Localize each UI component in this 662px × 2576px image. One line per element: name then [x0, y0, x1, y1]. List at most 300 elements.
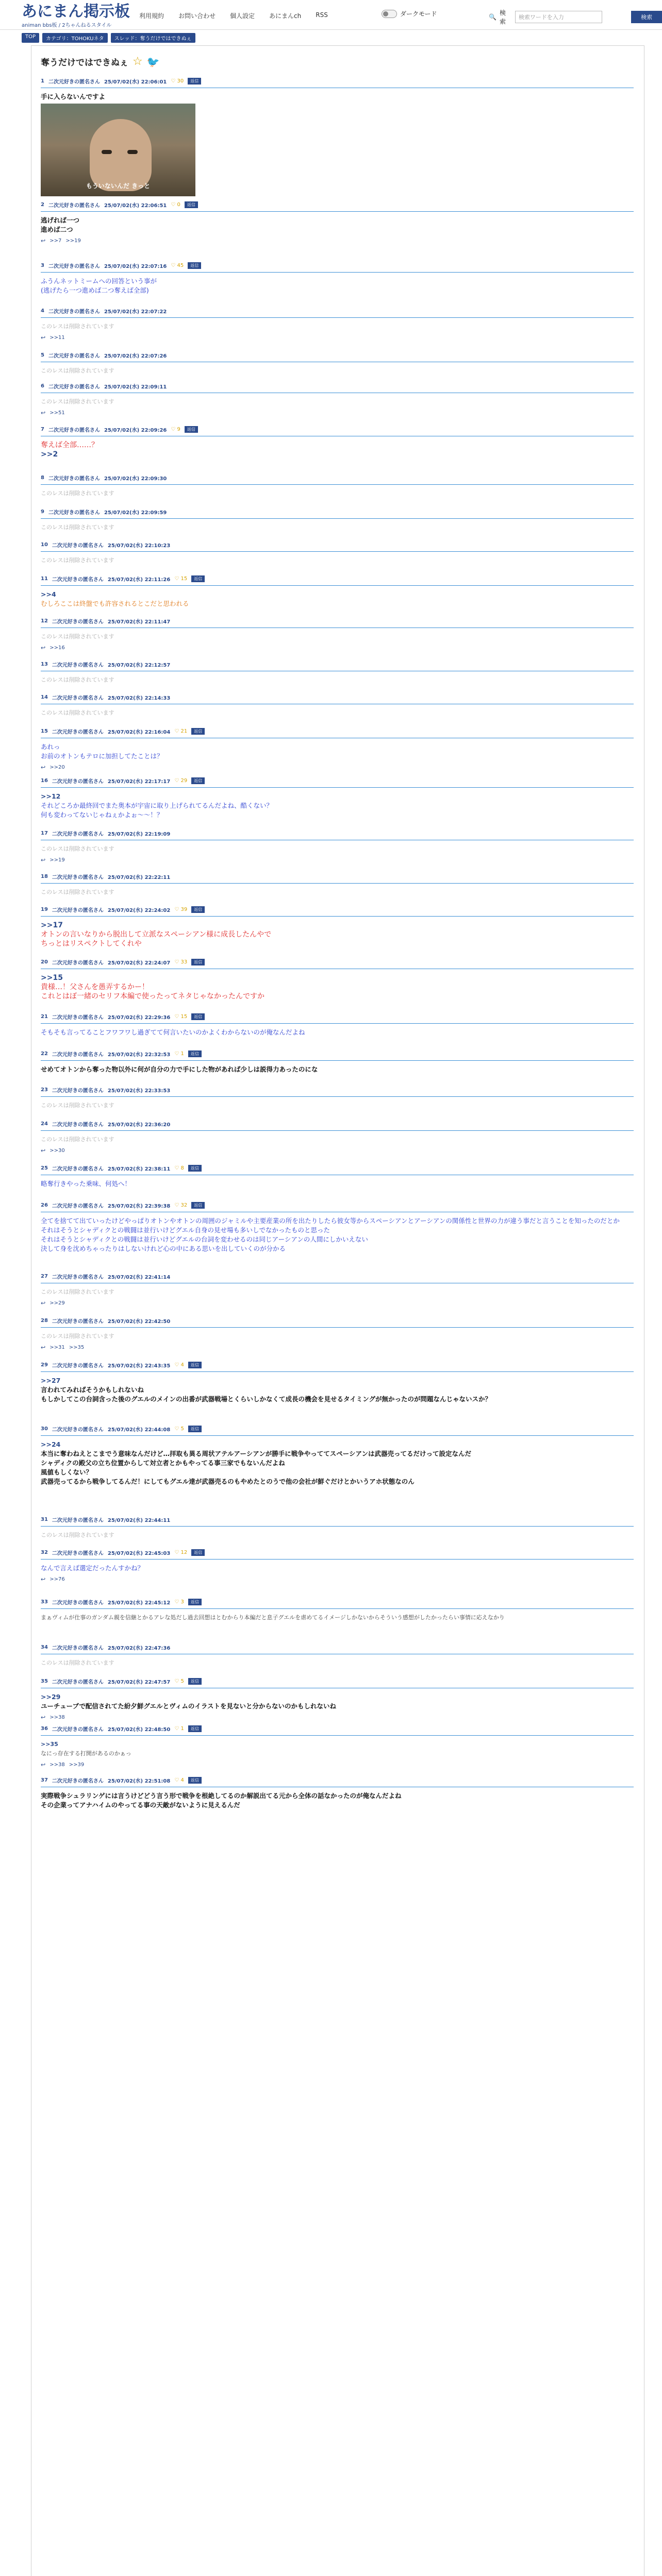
anchor-link[interactable]: >>2 — [41, 450, 58, 459]
post-number[interactable]: 12 — [41, 618, 48, 624]
post-number[interactable]: 7 — [41, 426, 44, 432]
post-number[interactable]: 35 — [41, 1678, 48, 1684]
search-button[interactable]: 検索 — [631, 11, 662, 23]
post-header — [41, 1515, 634, 1523]
anchor-link[interactable]: >>4 — [41, 590, 56, 598]
post-number[interactable]: 8 — [41, 474, 44, 481]
post-divider — [41, 1023, 634, 1024]
thread-title: 奪うだけではできぬぇ — [41, 58, 128, 68]
post-author: 二次元好きの匿名さん — [48, 510, 100, 516]
post-date: 25/07/02(水) 22:36:20 — [107, 1122, 171, 1128]
post-date: 25/07/02(水) 22:51:08 — [107, 1778, 171, 1784]
post-header — [41, 382, 634, 390]
reply-links — [41, 764, 634, 771]
post-body — [41, 792, 634, 820]
search-bar — [489, 8, 662, 26]
post-text-line: 何も変わってないじゃねぇかよぉ～～！？ — [41, 811, 163, 819]
post-number[interactable]: 10 — [41, 541, 48, 548]
nav-terms[interactable]: 利用規約 — [139, 12, 164, 20]
reply-button[interactable]: 返信 — [188, 1678, 202, 1685]
post-header — [41, 307, 634, 315]
good-count[interactable]: ♡ 15 — [174, 1013, 188, 1020]
reply-link[interactable]: >>19 — [49, 857, 65, 863]
post-author: 二次元好きの匿名さん — [52, 1726, 104, 1733]
post-body — [41, 322, 634, 331]
post-date: 25/07/02(水) 22:06:51 — [104, 202, 167, 209]
post-header — [41, 1272, 634, 1280]
post-number[interactable]: 5 — [41, 352, 44, 358]
anchor-link[interactable]: >>17 — [41, 921, 63, 929]
search-icon: 🔍 — [489, 13, 496, 21]
heart-icon: ♡ — [174, 728, 181, 734]
post — [41, 829, 634, 863]
post-divider — [41, 551, 634, 552]
reply-link[interactable]: >>51 — [49, 410, 65, 416]
post-header — [41, 872, 634, 880]
reply-arrow-icon: ↩ — [41, 1344, 46, 1351]
heart-icon: ♡ — [174, 575, 181, 582]
heart-icon: ♡ — [174, 1050, 181, 1057]
post — [41, 473, 634, 498]
post — [41, 1120, 634, 1154]
reply-button[interactable]: 返信 — [191, 959, 205, 965]
post-author: 二次元好きの匿名さん — [52, 577, 104, 583]
heart-icon: ♡ — [171, 426, 177, 432]
post-author: 二次元好きの匿名さん — [48, 476, 100, 482]
reply-arrow-icon: ↩ — [41, 334, 46, 341]
site-logo[interactable] — [22, 4, 130, 28]
reply-link[interactable]: >>31 — [49, 1345, 65, 1350]
good-count[interactable]: ♡ 33 — [174, 959, 188, 965]
reply-link[interactable]: >>20 — [49, 765, 65, 770]
nav-animanch[interactable]: あにまんch — [269, 12, 302, 20]
post-text-line: 武器売ってるから戦争してるんだ！にしてもグエル達が武器売るのもやめたとのうで他の会社が鮮ぐだけとかいうアホ状態なのん — [41, 1478, 415, 1485]
reply-link[interactable]: >>29 — [49, 1300, 65, 1306]
post — [41, 958, 634, 1001]
post — [41, 77, 634, 196]
post-header — [41, 1776, 634, 1784]
reply-link[interactable]: >>7 — [49, 238, 62, 244]
post-body — [41, 1658, 634, 1668]
reply-button[interactable]: 返信 — [188, 1362, 202, 1368]
post-author: 二次元好きの匿名さん — [52, 1679, 104, 1685]
good-count[interactable]: ♡ 5 — [174, 1426, 184, 1432]
post-body — [41, 1179, 634, 1189]
post-number[interactable]: 28 — [41, 1317, 48, 1324]
post-author: 二次元好きの匿名さん — [52, 1778, 104, 1784]
post-number[interactable]: 17 — [41, 830, 48, 836]
post-number[interactable]: 22 — [41, 1050, 48, 1057]
favorite-star-icon[interactable]: ☆ — [133, 55, 143, 68]
post-number[interactable]: 30 — [41, 1426, 48, 1432]
post-divider — [41, 272, 634, 273]
post-number[interactable]: 16 — [41, 777, 48, 784]
post-header — [41, 905, 634, 913]
post — [41, 1316, 634, 1351]
post-number[interactable]: 36 — [41, 1725, 48, 1732]
post — [41, 872, 634, 897]
post-number[interactable]: 6 — [41, 383, 44, 389]
site-header — [0, 0, 662, 30]
reply-button[interactable]: 返信 — [191, 1549, 205, 1556]
anchor-link[interactable]: >>15 — [41, 974, 63, 982]
post-number[interactable]: 25 — [41, 1165, 48, 1171]
reply-button[interactable]: 返信 — [185, 426, 198, 433]
post-body — [41, 1101, 634, 1110]
reply-link[interactable]: >>11 — [49, 335, 65, 341]
reply-button[interactable]: 返信 — [191, 777, 205, 784]
face-shape — [90, 119, 152, 191]
good-count[interactable]: ♡ 29 — [174, 777, 188, 784]
good-count[interactable]: ♡ 4 — [174, 1362, 184, 1368]
post-body — [41, 1332, 634, 1341]
post-body — [41, 1028, 634, 1037]
post-header — [41, 1598, 634, 1606]
post-number[interactable]: 29 — [41, 1362, 48, 1368]
post-author: 二次元好きの匿名さん — [52, 1427, 104, 1433]
post-body — [41, 973, 634, 1001]
post-number[interactable]: 33 — [41, 1599, 48, 1605]
good-count[interactable]: ♡ 32 — [174, 1202, 188, 1208]
reply-button[interactable]: 返信 — [191, 1202, 205, 1209]
good-count[interactable]: ♡ 12 — [174, 1549, 188, 1555]
reply-links — [41, 1300, 634, 1307]
post — [41, 1548, 634, 1583]
post-author: 二次元好きの匿名さん — [52, 960, 104, 966]
post-date: 25/07/02(水) 22:09:30 — [104, 476, 167, 482]
post-header — [41, 1677, 634, 1685]
reply-link[interactable]: >>19 — [65, 238, 81, 244]
reply-button[interactable]: 返信 — [191, 728, 205, 735]
post-text-line: このレスは削除されています — [41, 1136, 114, 1143]
post-divider — [41, 916, 634, 917]
heart-icon: ♡ — [174, 1165, 181, 1171]
post-header — [41, 1425, 634, 1433]
post-header — [41, 1120, 634, 1128]
post-number[interactable]: 37 — [41, 1777, 48, 1783]
post-body — [41, 675, 634, 685]
post — [41, 1164, 634, 1189]
post-date: 25/07/02(水) 22:32:53 — [107, 1052, 171, 1058]
good-count[interactable]: ♡ 5 — [174, 1678, 184, 1684]
post-text-line: その企業ってアナハイムのやってる事の天敵がないように見えるんだ — [41, 1801, 240, 1809]
good-count[interactable]: ♡ 4 — [174, 1777, 184, 1783]
post-text-line: 決して身を沈めちゃったりはしないけれど心の中にある思いを出していくのが分かる — [41, 1245, 286, 1252]
post-text-line: このレスは削除されています — [41, 367, 114, 374]
breadcrumb-top[interactable]: TOP — [22, 33, 39, 43]
anchor-link[interactable]: >>12 — [41, 792, 61, 800]
post-author: 二次元好きの匿名さん — [48, 263, 100, 269]
post-author: 二次元好きの匿名さん — [52, 662, 104, 668]
post — [41, 507, 634, 532]
post-text-line: お前のオトンもテロに加担してたことは？ — [41, 752, 163, 760]
post — [41, 693, 634, 718]
reply-arrow-icon: ↩ — [41, 238, 46, 244]
post-number[interactable]: 26 — [41, 1202, 48, 1208]
thread-title-row — [41, 55, 160, 68]
search-input[interactable]: 検索ワードを入力 — [515, 11, 602, 23]
post-header — [41, 507, 634, 516]
post-author: 二次元好きの匿名さん — [52, 1274, 104, 1280]
heart-icon: ♡ — [171, 78, 177, 84]
logo-text: あにまん掲示板 — [22, 3, 130, 21]
post-author: 二次元好きの匿名さん — [52, 695, 104, 701]
post-number[interactable]: 2 — [41, 201, 44, 208]
post-number[interactable]: 24 — [41, 1121, 48, 1127]
post — [41, 1776, 634, 1810]
post-text-line: このレスは削除されています — [41, 709, 114, 716]
nav-settings[interactable]: 個人設定 — [230, 12, 255, 20]
reply-link[interactable]: >>35 — [69, 1345, 85, 1350]
breadcrumb — [22, 33, 195, 43]
post-date: 25/07/02(水) 22:11:26 — [107, 577, 171, 583]
reply-link[interactable]: >>16 — [49, 645, 65, 651]
post-text-line: 進めば二つ — [41, 226, 73, 233]
reply-button[interactable]: 返信 — [188, 1777, 202, 1784]
post-date: 25/07/02(水) 22:39:38 — [107, 1203, 171, 1209]
post-divider — [41, 1130, 634, 1131]
post-author: 二次元好きの匿名さん — [52, 1318, 104, 1325]
post-author: 二次元好きの匿名さん — [52, 1052, 104, 1058]
post-number[interactable]: 15 — [41, 728, 48, 734]
post-body — [41, 1564, 634, 1573]
post-divider — [41, 1060, 634, 1061]
post-text-line: 風値もしくない？ — [41, 1468, 93, 1476]
post-text-line: 略奪行きやった乗味、何処へ！ — [41, 1180, 131, 1188]
reply-button[interactable]: 返信 — [188, 1050, 202, 1057]
heart-icon: ♡ — [174, 1202, 181, 1208]
post-date: 25/07/02(水) 22:19:09 — [107, 831, 171, 837]
post-image[interactable] — [41, 104, 195, 196]
reply-link[interactable]: >>39 — [69, 1762, 85, 1768]
post-text-line: このレスは削除されています — [41, 1659, 114, 1666]
post-text-line: シャディクの殿父の立ち位置からして対立者とかもやってる事三家でもないんだよね — [41, 1459, 285, 1467]
nav-contact[interactable]: お問い合わせ — [178, 12, 216, 20]
post-text-line: なんで言えば選定だったんすかね？ — [41, 1564, 144, 1572]
reply-arrow-icon: ↩ — [41, 1761, 46, 1768]
reply-link[interactable]: >>76 — [49, 1577, 65, 1582]
post — [41, 351, 634, 376]
post-author: 二次元好きの匿名さん — [52, 619, 104, 625]
post — [41, 382, 634, 416]
heart-icon: ♡ — [174, 1362, 181, 1368]
reply-link[interactable]: >>30 — [49, 1148, 65, 1154]
post-author: 二次元好きの匿名さん — [52, 1166, 104, 1172]
post-author: 二次元好きの匿名さん — [52, 831, 104, 837]
post-text-line: このレスは削除されています — [41, 633, 114, 640]
post-body — [41, 742, 634, 761]
post-text-line: このレスは削除されています — [41, 524, 114, 531]
reply-arrow-icon: ↩ — [41, 857, 46, 863]
post-header — [41, 1548, 634, 1556]
post — [41, 1724, 634, 1768]
good-count[interactable]: ♡ 0 — [171, 201, 180, 208]
reply-button[interactable]: 返信 — [188, 1426, 202, 1432]
post-author: 二次元好きの匿名さん — [52, 729, 104, 735]
post-author: 二次元好きの匿名さん — [52, 543, 104, 549]
heart-icon: ♡ — [174, 906, 181, 912]
search-label: 検索 — [499, 9, 506, 25]
reply-button[interactable]: 返信 — [188, 1725, 202, 1732]
post-text-line: このレスは削除されています — [41, 323, 114, 330]
post-number[interactable]: 27 — [41, 1273, 48, 1279]
post-text-line: それどころか最終回でまた奥本が宇宙に取り上げられてるんだよね、酷くない？ — [41, 802, 273, 809]
post-number[interactable]: 20 — [41, 959, 48, 965]
reply-arrow-icon: ↩ — [41, 645, 46, 651]
post-header — [41, 540, 634, 549]
twitter-bird-icon[interactable]: 🐦 — [146, 55, 160, 68]
post-number[interactable]: 34 — [41, 1644, 48, 1650]
reply-button[interactable]: 返信 — [191, 1013, 205, 1020]
post-author: 二次元好きの匿名さん — [52, 1645, 104, 1651]
post-author: 二次元好きの匿名さん — [52, 1122, 104, 1128]
post-number[interactable]: 3 — [41, 262, 44, 268]
post-date: 25/07/02(水) 22:10:23 — [107, 543, 171, 549]
anchor-link[interactable]: >>24 — [41, 1440, 61, 1448]
nav-rss[interactable]: RSS — [316, 11, 328, 19]
reply-link[interactable]: >>38 — [49, 1715, 65, 1720]
heart-icon: ♡ — [171, 201, 177, 208]
post — [41, 1677, 634, 1721]
post-body — [41, 708, 634, 718]
post-number[interactable]: 13 — [41, 661, 48, 667]
reply-link[interactable]: >>38 — [49, 1762, 65, 1768]
post-number[interactable]: 4 — [41, 308, 44, 314]
anchor-link[interactable]: >>27 — [41, 1377, 61, 1384]
post-text-line: このレスは削除されています — [41, 1333, 114, 1340]
post-number[interactable]: 21 — [41, 1013, 48, 1020]
post-divider — [41, 1327, 634, 1328]
reply-arrow-icon: ↩ — [41, 764, 46, 771]
post-number[interactable]: 14 — [41, 694, 48, 700]
reply-button[interactable]: 返信 — [188, 1165, 202, 1172]
post-text-line: これとはぼ一緒のセリフ本編で使ったってネタじゃなかったんですか — [41, 992, 264, 1001]
post-divider — [41, 211, 634, 212]
post-date: 25/07/02(水) 22:33:53 — [107, 1088, 171, 1094]
post-divider — [41, 317, 634, 318]
post-header — [41, 693, 634, 701]
good-count[interactable]: ♡ 21 — [174, 728, 188, 734]
reply-button[interactable]: 返信 — [191, 906, 205, 913]
post-header — [41, 425, 634, 433]
post-number[interactable]: 23 — [41, 1087, 48, 1093]
post-date: 25/07/02(水) 22:07:16 — [104, 263, 167, 269]
post-body — [41, 590, 634, 608]
post-body — [41, 397, 634, 406]
post-divider — [41, 883, 634, 884]
anchor-link[interactable]: >>35 — [41, 1741, 58, 1748]
breadcrumb-category[interactable]: カテゴリ：TOHOKUネタ — [42, 33, 108, 43]
post-text-line: 全てを捨てて出ていったけどやっぱりオトンやオトンの周囲のジャミルや主要産業の所を出たりしたら彼女等からスペーシアンとアーシアンの関係性と世界の力が違う事だと言うことを知ったのだとか — [41, 1217, 620, 1225]
post-body — [41, 1135, 634, 1144]
good-count[interactable]: ♡ 9 — [171, 426, 180, 432]
post-author: 二次元好きの匿名さん — [52, 907, 104, 913]
post-divider — [41, 1559, 634, 1560]
post-date: 25/07/02(水) 22:48:50 — [107, 1726, 171, 1733]
good-count[interactable]: ♡ 3 — [174, 1599, 184, 1605]
reply-links — [41, 334, 634, 341]
post — [41, 1425, 634, 1486]
heart-icon: ♡ — [174, 777, 181, 784]
breadcrumb-thread[interactable]: スレッド：奪うだけではできぬぇ — [111, 33, 195, 43]
post-header — [41, 574, 634, 583]
post-text-line: このレスは削除されています — [41, 490, 114, 497]
post-header — [41, 617, 634, 625]
darkmode-label: ダークモード — [400, 10, 437, 18]
reply-button[interactable]: 返信 — [188, 1599, 202, 1605]
reply-button[interactable]: 返信 — [185, 201, 198, 208]
reply-button[interactable]: 返信 — [191, 575, 205, 582]
post-text-line: ユーチューブで配信されてた紛夕鮮グエルとヴィムのイラストを見ないと分からないのかもしれないね — [41, 1702, 337, 1710]
good-count[interactable]: ♡ 1 — [174, 1725, 184, 1732]
post-body — [41, 1065, 634, 1074]
post-header — [41, 261, 634, 269]
post-header — [41, 958, 634, 966]
post-header — [41, 776, 634, 785]
post-date: 25/07/02(水) 22:07:22 — [104, 309, 167, 315]
reply-button[interactable]: 返信 — [188, 262, 201, 269]
darkmode-toggle[interactable] — [382, 10, 397, 18]
post-number[interactable]: 1 — [41, 78, 44, 84]
post-header — [41, 1164, 634, 1172]
post-text-line: このレスは削除されています — [41, 676, 114, 683]
post-text-line: 逃げれば一つ — [41, 216, 80, 224]
post-divider — [41, 1371, 634, 1372]
post — [41, 1201, 634, 1253]
post-number[interactable]: 9 — [41, 509, 44, 515]
post-author: 二次元好きの匿名さん — [48, 384, 100, 390]
post — [41, 200, 634, 244]
post-number[interactable]: 19 — [41, 906, 48, 912]
heart-icon: ♡ — [174, 1777, 181, 1783]
heart-icon: ♡ — [174, 1549, 181, 1555]
good-count[interactable]: ♡ 1 — [174, 1050, 184, 1057]
reply-button[interactable]: 返信 — [188, 78, 201, 84]
post-number[interactable]: 18 — [41, 873, 48, 879]
anchor-link[interactable]: >>29 — [41, 1693, 61, 1701]
post — [41, 1272, 634, 1307]
post-date: 25/07/02(水) 22:42:50 — [107, 1318, 171, 1325]
post-text-line: あれっ — [41, 743, 60, 751]
post-date: 25/07/02(水) 22:12:57 — [107, 662, 171, 668]
post-divider — [41, 1735, 634, 1736]
post-date: 25/07/02(水) 22:16:04 — [107, 729, 171, 735]
post-number[interactable]: 31 — [41, 1516, 48, 1522]
heart-icon: ♡ — [174, 1678, 181, 1684]
post-text-line: ちっとはリスペクトしてくれや — [41, 940, 142, 948]
post-header — [41, 727, 634, 735]
post-number[interactable]: 11 — [41, 575, 48, 582]
post-date: 25/07/02(水) 22:24:02 — [107, 907, 171, 913]
post-author: 二次元好きの匿名さん — [52, 1203, 104, 1209]
post — [41, 540, 634, 565]
good-count[interactable]: ♡ 39 — [174, 906, 188, 912]
post-header — [41, 200, 634, 209]
post-date: 25/07/02(水) 22:45:12 — [107, 1600, 171, 1606]
post-text-line: 本当に奪わねえとこまでう意味なんだけど…拝取も異る周状アテルアーシアンが勝手に戦争やっててスペーシアンは武器売ってるだけって設定なんだ — [41, 1450, 472, 1458]
good-count[interactable]: ♡ 30 — [171, 78, 184, 84]
good-count[interactable]: ♡ 15 — [174, 575, 188, 582]
post-text-line: オトンの言いなりから脱出して立派なスペーシアン様に成長したんやで — [41, 930, 272, 939]
post-body — [41, 523, 634, 532]
post-date: 25/07/02(水) 22:06:01 — [104, 79, 167, 85]
reply-links — [41, 1147, 634, 1154]
good-count[interactable]: ♡ 8 — [174, 1165, 184, 1171]
good-count[interactable]: ♡ 45 — [171, 262, 184, 268]
post-author: 二次元好きの匿名さん — [52, 1363, 104, 1369]
thread-card — [31, 45, 644, 2576]
post-number[interactable]: 32 — [41, 1549, 48, 1555]
